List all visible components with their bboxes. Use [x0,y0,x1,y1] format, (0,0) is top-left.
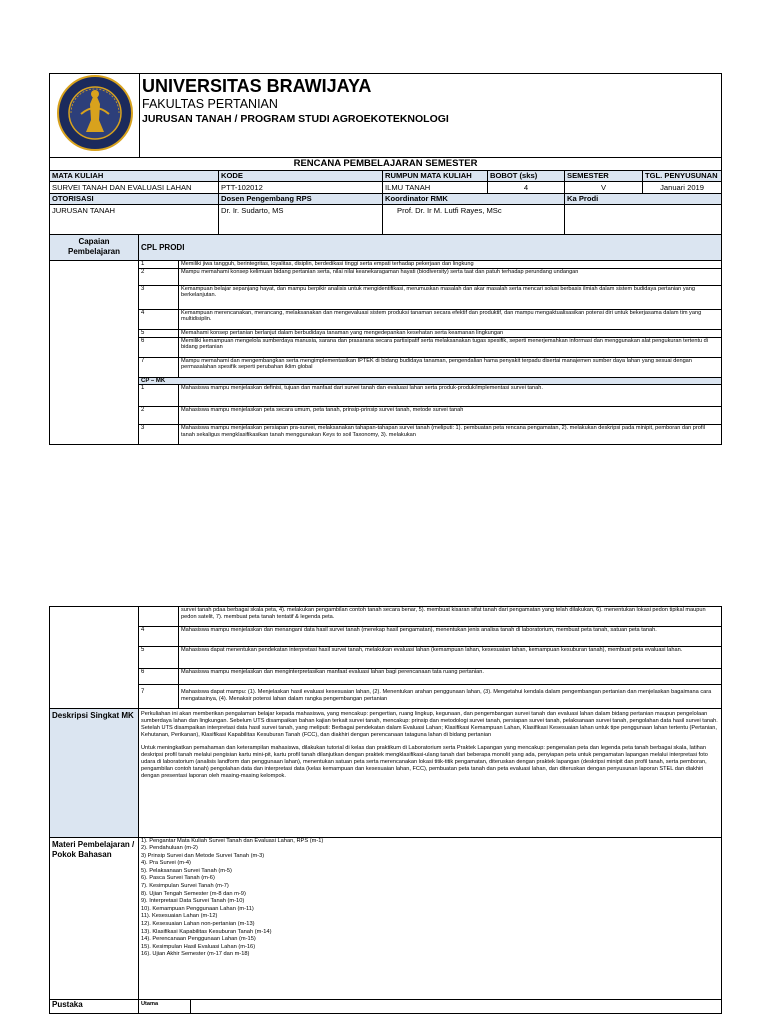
pustaka-table [49,1000,722,1015]
materi-item: 2). Pendahuluan (m-2) [141,845,198,852]
label-dosen: Dosen Pengembang RPS [219,194,383,205]
cpmk-number: 6 [139,669,179,685]
cpl-text: Memiliki jiwa tangguh, berintegritas, loyalitas, disiplin, berdedikasi tinggi serta empati terhadap pekerjaan dan lingkung [179,260,722,268]
pustaka-utama-label: Utama [139,1000,191,1014]
materi-item: 11). Kesesuaian Lahan (m-12) [141,913,218,920]
materi-label: Materi Pembelajaran / Pokok Bahasan [50,837,139,999]
faculty-name: FAKULTAS PERTANIAN [142,97,278,111]
university-logo-icon [56,74,134,152]
cpl-number: 3 [139,285,179,309]
cpmk-number: 3 [139,425,179,445]
pustaka-utama-content [191,1000,722,1014]
materi-item: 10). Kemampuan Penggunaan Lahan (m-11) [141,905,254,912]
cpl-number: 5 [139,329,179,337]
cpl-number: 7 [139,357,179,377]
label-koordinator: Koordinator RMK [383,194,565,205]
materi-list [139,837,722,999]
materi-item: 8). Ujian Tengah Semester (m-8 dan m-9) [141,890,246,897]
label-bobot: BOBOT (sks) [488,171,565,182]
label-semester: SEMESTER [565,171,643,182]
cpmk-header: CP – MK [139,377,722,385]
label-kode: KODE [219,171,383,182]
cpmk-number: 1 [139,385,179,407]
course-info-table [49,158,722,235]
capaian-label: Capaian Pembelajaran [50,235,139,260]
label-kaprodi: Ka Prodi [565,194,722,205]
deskripsi-paragraph-1: Perkuliahan ini akan memberikan pengalaman belajar kepada mahasiswa, yang mencakup: pengertian, ruang lingkup, kegunaan, dan pengembangan survei tanah dan evaluasi lahan dalam bidang pertanian maupun pengelolaan sumberdaya lahan dan lingkungan. Sebelum UTS disampaikan bahan kajian terkait survei tanah, mencakup: prinsip dan metodologi survei tanah, persiapan survei tanah, pelaksanaan survei tanah, pengolahan data hasil survei tanah. Setelah UTS disampaikan interpretasi data hasil survei tanah, yang meliputi: Berbagai pendekatan dalam Evaluasi Lahan; Klasifikasi Kemampuan Lahan, Klasifikasi Kesesuaian lahan untuk tipe penggunaan lahan tertentu (Pertanian, Kehutanan, Perikanan), Klasifikasi Kapabilitas Kesuburan Tanah (FCC), dan diakhiri dengan perencanaan tataguna lahan di bidang pertanian [141,711,718,738]
materi-item: 5). Pelaksanaan Survei Tanah (m-5) [141,867,232,874]
value-bobot: 4 [488,182,565,194]
cpmk-text: Mahasiswa dapat menentukan pendekatan interpretasi hasil survei tanah, melakukan evaluasi lahan (kemampuan lahan, kesesuaian lahan, kemampuan kesuburan tanah), membuat peta evaluasi lahan. [179,647,722,669]
rps-header-table [49,73,722,158]
materi-item: 4). Pra Survei (m-4) [141,860,191,867]
cpmk-number: 2 [139,407,179,425]
materi-item: 16). Ujian Akhir Semester (m-17 dan m-18) [141,951,250,958]
cpl-text: Kemampuan merencanakan, merancang, melaksanakan dan mengevaluasi sistem produksi tanaman secara efektif dan produktif, dan mampu mengaktualisasikan potensi diri untuk bekerjasama dalam tim yang multidisiplin. [179,309,722,329]
cpl-text: Memahami konsep pertanian berlanjut dalam berbudidaya tanaman yang mengedepankan kesehatan serta keamanan lingkungan [179,329,722,337]
materi-item: 12). Kesesuaian Lahan non-pertanian (m-13) [141,921,255,928]
university-logo-cell [50,74,140,158]
cpmk-text: Mahasiswa mampu menjelaskan persiapan pra-survei, melaksanakan tahapan-tahapan survei tanah (meliputi: 1). pembuatan peta rencana pengamatan, 2). melakukan deskripsi pada minipit, pemboran dan profil tanah sekaligus mengklasifikasikan tanah menggunakan Keys to soil Taxonomy, 3). melakukan [179,425,722,445]
value-kaprodi [565,205,722,235]
rps-page-1 [49,73,721,445]
materi-item: 15). Kesimpulan Hasil Evaluasi Lahan (m-16) [141,943,256,950]
cpmk-number: 7 [139,685,179,709]
cpmk-text-continued: survei tanah pdaa berbagai skala peta, 4). melakukan pengambilan contoh tanah secara benar, 5). membuat kisaran sifat tanah dari pengamatan yang telah dilakukan, 6). menentukan lokasi pedon tipikal maupun pedon satelit, 7). membuat peta tanah tentatif & legenda peta. [179,607,722,627]
cpl-number: 2 [139,268,179,285]
capaian-side-cell [50,260,139,445]
cpl-number: 6 [139,337,179,357]
deskripsi-table [49,709,722,1000]
materi-item: 3) Prinsip Survei dan Metode Survei Tanah (m-3) [141,852,265,859]
cpmk-number-empty [139,607,179,627]
materi-item: 6). Pasca Survei Tanah (m-6) [141,875,215,882]
value-semester: V [565,182,643,194]
cpl-text: Mampu memahami konsep kelimuan bidang pertanian serta, nilai nilai keanekaragaman hayati (biodiversity) serta taat dan patuh terhadap perundang undangan [179,268,722,285]
value-mata-kuliah: SURVEI TANAH DAN EVALUASI LAHAN [50,182,219,194]
cpl-prodi-header: CPL PRODI [139,235,722,260]
materi-item: 9). Interpretasi Data Survei Tanah (m-10) [141,898,245,905]
continuation-table [49,606,722,709]
cpmk-number: 4 [139,627,179,647]
capaian-table [49,235,722,445]
value-dosen: Dr. Ir. Sudarto, MS [219,205,383,235]
label-mata-kuliah: MATA KULIAH [50,171,219,182]
deskripsi-paragraph-2: Untuk meningkatkan pemahaman dan keterampilan mahasiswa, dilakukan tutorial di kelas dan praktikum di Laboratorium serta Praktek Lapangan yang mencakup: pengenalan peta dan legenda peta tanah berbagai skala, latihan deskripsi profil tanah melalui pengisian kartu mini-pit, kartu profil tanah dilanjutkan dengan praktek mengklasifikasi-ulang tanah dari beberapa monolit yang ada, penyiapan peta untuk pengamatan lapangan melalui interpretasi foto udara di laboratorium (analisis landform dan penggunaan lahan), menentukan satuan peta serta merencanakan lokasi titik-titik pengamatan, diteruskan dengan praktek lapangan (deskripsi minipit dan profil tanah, serta pemboran, pengambilan contoh tanah) pengolahan data dan interpretasi data (kelas kemampuan dan kesesuaian lahan, FCC), pembuatan peta tanah dan peta evaluasi lahan, dan diteruskan dengan penyusunan laporan STEL dan diakhiri dengan presentasi laporan oleh masing-masing kelompok. [141,745,708,779]
materi-item: 7). Kesimpulan Survei Tanah (m-7) [141,883,229,890]
document-title: RENCANA PEMBELAJARAN SEMESTER [50,158,722,171]
cpl-number: 1 [139,260,179,268]
materi-item: 13). Klasifikasi Kapabilitas Kesuburan Tanah (m-14) [141,928,272,935]
value-koordinator: Prof. Dr. Ir M. Lutfi Rayes, MSc [383,205,565,235]
cpl-text: Kemampuan belajar sepanjang hayat, dan mampu berpikir analisis untuk mengidentifikasi, merumuskan masalah dan akar masalah serta mencari solusi berbasis ilmiah dalam sistem budidaya pertanian yang berkelanjutan. [179,285,722,309]
cpmk-text: Mahasiswa mampu menjelaskan peta secara umum, peta tanah, prinsip-prinsip survei tanah, metode survei tanah [179,407,722,425]
materi-item: 14). Perencanaan Penggunaan Lahan (m-15) [141,936,256,943]
cpmk-text: Mahasiswa mampu menjelaskan definisi, tujuan dan manfaat dari survei tanah dan evaluasi lahan serta produk-produk/implementasi survei tanah. [179,385,722,407]
value-rumpun: ILMU TANAH [383,182,488,194]
pustaka-label: Pustaka [50,1000,139,1014]
label-tgl: TGL. PENYUSUNAN [643,171,722,182]
materi-item: 1). Pengantar Mata Kuliah Survei Tanah dan Evaluasi Lahan, RPS (m-1) [141,837,324,844]
deskripsi-label: Deskripsi Singkat MK [50,709,139,837]
label-rumpun: RUMPUN MATA KULIAH [383,171,488,182]
label-otorisasi: OTORISASI [50,194,219,205]
deskripsi-content [139,709,722,837]
cpmk-text: Mahasiswa mampu menjelaskan dan menginterpretasikan manfaat evaluasi lahan bagi perencanaan tata ruang pertanian. [179,669,722,685]
cpmk-text: Mahasiswa dapat mampu: (1). Menjelaskan hasil evaluasi kesesuaian lahan, (2). Menentukan arahan penggunaan lahan, (3). Mengetahui kendala dalam pengembangan pertanian dan menjelaskan bagaimana cara mengatasinya, (4). Menaksir potensi lahan dalam rangka pengembangan pertanian [179,685,722,709]
value-otorisasi: JURUSAN TANAH [50,205,219,235]
department-name: JURUSAN TANAH / PROGRAM STUDI AGROEKOTEKNOLOGI [142,113,449,125]
cpmk-text: Mahasiswa mampu menjelaskan dan menangani data hasil survei tanah (merekap hasil pengamatan), menentukan jenis analisa tanah di laboratorium, membuat peta tanah, satuan peta tanah. [179,627,722,647]
cpl-text: Memiliki kemampuan mengelola sumberdaya manusia, sarana dan prasarana secara partisipatif serta melaksanakan tugas spesifik, seperti menerjemahkan informasi dan menggunakan alat pengukuran tertentu di bidang pertanian [179,337,722,357]
rps-page-2 [49,606,721,1014]
cpl-number: 4 [139,309,179,329]
value-tgl: Januari 2019 [643,182,722,194]
institution-block [140,74,722,158]
cpl-text: Mampu memahami dan mengembangkan serta mengimplementasikan IPTEK di bidang budidaya tanaman, pengendalian hama penyakit terpadu disertai manajemen sumber daya lahan yang sesuai dengan permasalahan spesifik seperti perubahan iklim global [179,357,722,377]
capaian-side-cell-cont [50,607,139,709]
university-name: UNIVERSITAS BRAWIJAYA [142,76,372,96]
value-kode: PTT-102012 [219,182,383,194]
cpmk-number: 5 [139,647,179,669]
